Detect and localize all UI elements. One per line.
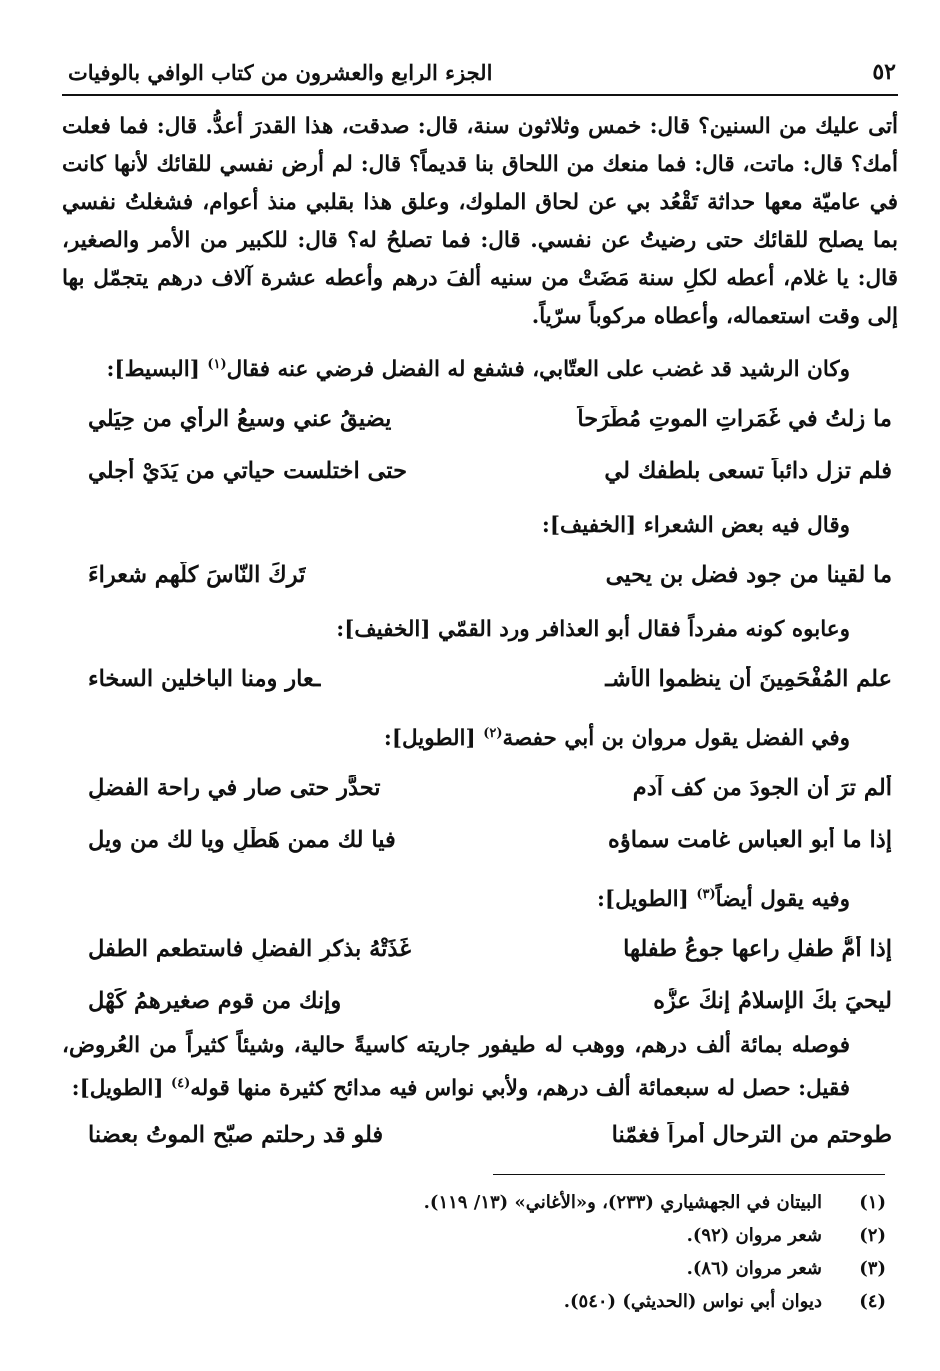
second-hemistich: يضيقُ عني وسيعُ الرأي من حِيَلي	[88, 406, 392, 433]
first-hemistich: علم المُفْحَمِينَ أن ينظموا الأشـ	[605, 666, 892, 693]
footnote-number: (٤)	[859, 1291, 886, 1312]
footnote-number: (١)	[859, 1192, 886, 1213]
verse-line	[88, 975, 892, 1027]
footnote-ref[interactable]: (٢)	[483, 726, 503, 742]
second-hemistich: غَذَتْهُ بذكرِ الفضلِ فاستطعم الطفل	[88, 936, 411, 963]
footnote-text: ديوان أبي نواس (الحديثي) (٥٤٠).	[563, 1291, 822, 1312]
verse-intro-1	[62, 346, 850, 389]
verse-line	[88, 923, 892, 975]
second-hemistich: وإنك من قوم صغيرهمُ كَهْل	[88, 988, 342, 1015]
header-title: الجزء الرابع والعشرون من كتاب الوافي بالوفيات	[68, 59, 493, 85]
footnote-ref[interactable]: (٣)	[696, 887, 716, 903]
verse-line	[88, 1109, 892, 1161]
first-hemistich: طوحتم من الترحال أمراً فغمّنا	[611, 1121, 892, 1148]
page-number: ٥٢	[872, 59, 896, 85]
footnote-text: شعر مروان (٩٢).	[686, 1225, 822, 1246]
meter-label: [الطويل]:	[71, 1076, 171, 1102]
first-hemistich: ألم ترَ أن الجودَ من كف آدم	[632, 775, 892, 802]
footnote	[56, 1285, 886, 1318]
paragraph-text: فوصله بمائة ألف درهم، ووهب له طيفور جاريته كاسيةً حالية، وشيئاً كثيراً من العُروض، فقيل: حصل له سبعمائة ألف درهم، ولأبي نواس فيه مدائح كثيرة منها قوله	[62, 1033, 850, 1102]
verse-line	[88, 445, 892, 497]
first-hemistich: فلم تزل دائباً تسعى بلطفك لي	[604, 458, 892, 485]
second-hemistich: تحدَّر حتى صار في راحة الفضلِ	[88, 775, 381, 802]
second-hemistich: حتى اختلست حياتي من يَدَيْ أجلي	[88, 458, 407, 485]
second-hemistich: فلو قد رحلتم صبّح الموتُ بعضنا	[88, 1121, 384, 1148]
intro-text: وفي الفضل يقول مروان بن أبي حفصة	[502, 726, 850, 752]
meter-label: [الطويل]:	[597, 887, 697, 913]
footnotes	[56, 1186, 886, 1318]
footnote-text: البيتان في الجهشياري (٢٣٣)، و«الأغاني» (١٣/ ١١٩).	[423, 1192, 822, 1213]
paragraph-2	[62, 1027, 898, 1108]
footnote-ref[interactable]: (٤)	[170, 1076, 191, 1092]
intro-text: وفيه يقول أيضاً	[715, 887, 850, 913]
verse-intro-4	[62, 715, 850, 758]
verse-line	[88, 393, 892, 445]
footnote-ref[interactable]: (١)	[207, 357, 227, 372]
verse-intro-3	[62, 611, 850, 649]
running-header	[62, 50, 898, 96]
first-hemistich: ما لقينا من جود فضل بن يحيى	[605, 562, 892, 589]
footnote	[56, 1252, 886, 1285]
verse-line	[88, 762, 892, 814]
first-hemistich: ما زلتُ في غَمَراتِ الموتِ مُطّرَحاً	[577, 406, 892, 433]
meter-label: [الطويل]:	[383, 726, 484, 752]
meter-label: [البسيط]:	[106, 357, 208, 383]
first-hemistich: إذا ما أبو العباس غامت سماؤه	[608, 827, 892, 854]
footnote-number: (٣)	[859, 1258, 886, 1279]
verse-intro-2	[62, 507, 850, 545]
second-hemistich: فيا لك ممن هَطْلٍ ويا لك من ويل	[88, 827, 396, 854]
footnote-number: (٢)	[859, 1225, 886, 1246]
footnote-text: شعر مروان (٨٦).	[686, 1258, 822, 1279]
verse-line	[88, 549, 892, 601]
verse-line	[88, 814, 892, 866]
first-hemistich: ليحيَ بكَ الإسلامُ إنكَ عزُّه	[653, 988, 892, 1015]
footnote	[56, 1219, 886, 1252]
verse-line	[88, 653, 892, 705]
footnote	[56, 1186, 886, 1219]
intro-text: وكان الرشيد قد غضب على العتّابي، فشفع له الفضل فرضي عنه فقال	[226, 357, 850, 383]
paragraph-1: أتى عليك من السنين؟ قال: خمس وثلاثون سنة، قال: صدقت، هذا القدرَ أعدُّ. قال: فما فعلت أمك؟ قال: ماتت، قال: فما منعك من اللحاق بنا قديماً؟ قال: لم أرض نفسي للقائك لأنها كانت في عاميّة معها حداثة تَقْعُد بي عن لحاق الملوك، وعلق هذا بقلبي منذ أعوام، فشغلتُ نفسي بما يصلح للقائك حتى رضيتُ عن نفسي. قال: فما تصلحُ له؟ قال: للكبير من الأمر والصغير، قال: يا غلام، أعطه لكلِ سنة مَضَتْ من سنيه ألفَ درهم وأعطه عشرة آلاف درهم يتجمّل بها إلى وقت استعماله، وأعطاه مركوباً سرّياً.	[62, 114, 898, 329]
intro-text: وعابوه كونه مفرداً فقال أبو العذافر ورد القمّي [الخفيف]:	[336, 617, 850, 643]
first-hemistich: إذا أمُّ طفلٍ راعها جوعُ طفلها	[623, 936, 892, 963]
intro-text: وقال فيه بعض الشعراء [الخفيف]:	[541, 513, 850, 539]
second-hemistich: تَركَ النّاسَ كلّهم شعراءَ	[88, 562, 306, 589]
page-body	[62, 108, 898, 1161]
verse-intro-5	[62, 876, 850, 919]
second-hemistich: ـعار ومنا الباخلين السخاء	[88, 666, 321, 693]
footnote-separator	[493, 1174, 885, 1175]
